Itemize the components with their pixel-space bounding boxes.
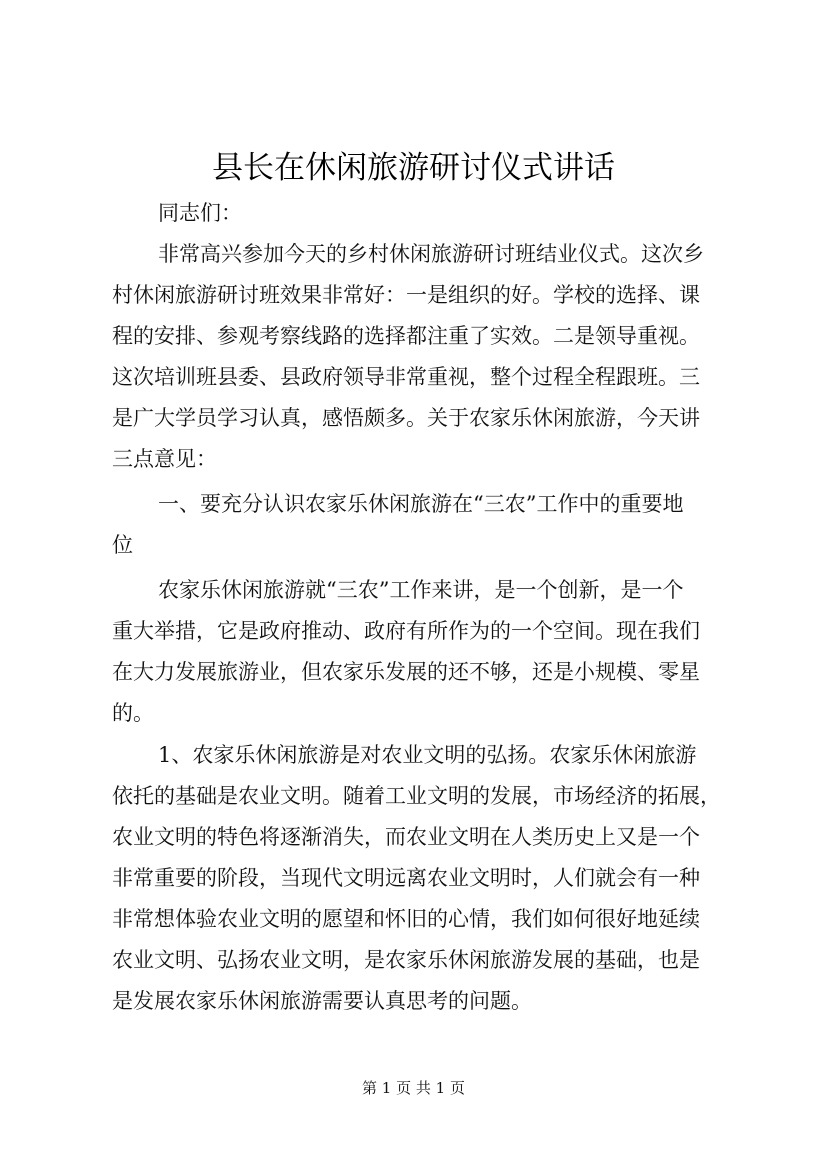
paragraph-line: 依托的基础是农业文明。随着工业文明的发展，市场经济的拓展， [112, 784, 721, 808]
paragraph-line: 农家乐休闲旅游就“三农”工作来讲，是一个创新，是一个 [158, 578, 684, 602]
paragraph-line: 非常想体验农业文明的愿望和怀旧的心情，我们如何很好地延续 [112, 907, 700, 931]
page-title: 县长在休闲旅游研讨仪式讲话 [212, 150, 615, 186]
section-heading: 一、要充分认识农家乐休闲旅游在“三农”工作中的重要地 [158, 492, 684, 516]
paragraph-line: 重大举措，它是政府推动、政府有所作为的一个空间。现在我们 [112, 619, 700, 643]
paragraph-line: 是广大学员学习认真，感悟颇多。关于农家乐休闲旅游，今天讲 [112, 406, 700, 430]
page-number: 第 1 页 共 1 页 [362, 1079, 465, 1097]
paragraph-line: 村休闲旅游研讨班效果非常好：一是组织的好。学校的选择、课 [112, 283, 700, 307]
paragraph-line: 三点意见： [112, 447, 217, 471]
paragraph-line: 程的安排、参观考察线路的选择都注重了实效。二是领导重视。 [112, 324, 700, 348]
paragraph-line: 农业文明、弘扬农业文明，是农家乐休闲旅游发展的基础，也是 [112, 948, 700, 972]
paragraph-line: 1、农家乐休闲旅游是对农业文明的弘扬。农家乐休闲旅游 [158, 743, 697, 767]
paragraph-line: 的。 [112, 701, 154, 725]
salutation: 同志们： [158, 201, 242, 225]
paragraph-line: 是发展农家乐休闲旅游需要认真思考的问题。 [112, 989, 532, 1013]
paragraph-line: 非常高兴参加今天的乡村休闲旅游研讨班结业仪式。这次乡 [158, 242, 704, 266]
paragraph-line: 农业文明的特色将逐渐消失，而农业文明在人类历史上又是一个 [112, 825, 700, 849]
paragraph-line: 这次培训班县委、县政府领导非常重视，整个过程全程跟班。三 [112, 365, 700, 389]
section-heading: 位 [112, 533, 133, 557]
paragraph-line: 非常重要的阶段，当现代文明远离农业文明时，人们就会有一种 [112, 866, 700, 890]
paragraph-line: 在大力发展旅游业，但农家乐发展的还不够，还是小规模、零星 [112, 660, 700, 684]
